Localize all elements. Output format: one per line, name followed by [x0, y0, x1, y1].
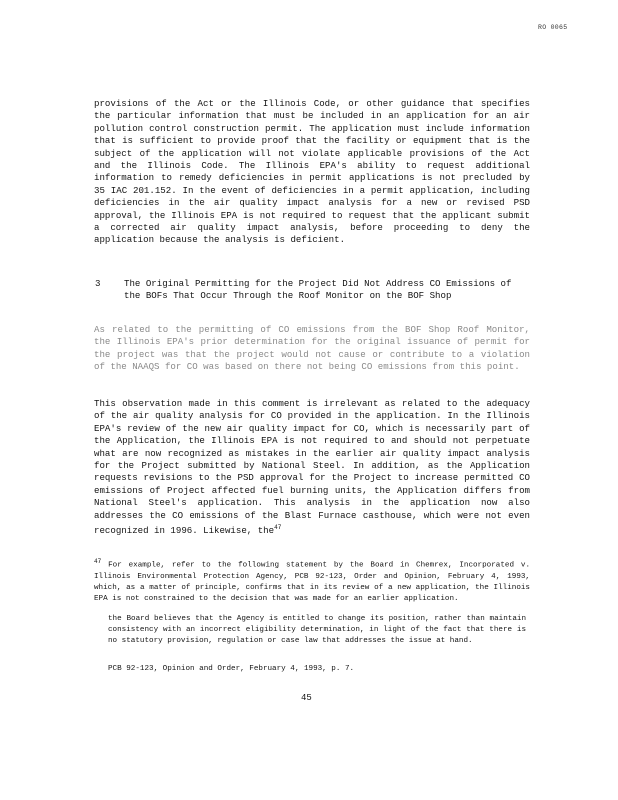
- paragraph-prior-determination: As related to the permitting of CO emissions from the BOF Shop Roof Monitor, the Illinois EPA's prior determination for the original issuance of permit for the project was that the project would not cause or contribute to a violation of the NAAQS for CO was based on there not being CO emissions from this point.: [94, 324, 530, 373]
- paragraph-permit-application-requirements: provisions of the Act or the Illinois Code, or other guidance that specifies the particular information that must be included in an application for an air pollution control construction permit. The application must include information that is sufficient to provide proof that the facility or equipment that is the subject of the application will not violate applicable provisions of the Act and the Illinois Code. The Illinois EPA's ability to request additional information to remedy deficiencies in permit applications is not precluded by 35 IAC 201.152. In the event of deficiencies in a permit application, including deficiencies in the air quality impact analysis for a new or revised PSD approval, the Illinois EPA is not required to request that the applicant submit a corrected air quality impact analysis, before proceeding to deny the application because the analysis is deficient.: [94, 98, 530, 246]
- footnote-citation: PCB 92-123, Opinion and Order, February 4, 1993, p. 7.: [108, 665, 355, 673]
- page-number: 45: [301, 693, 312, 703]
- section-heading: The Original Permitting for the Project Did Not Address CO Emissions of the BOFs That Occur Through the Roof Monitor on the BOF Shop: [124, 278, 512, 302]
- footnote-reference: 47: [274, 524, 282, 532]
- footnote-text: For example, refer to the following statement by the Board in Chemrex, Incorporated v. Illinois Environmental Protection Agency, PCB 92-123, Order and Opinion, February 4, 1993, which, as a matter of principle, confirms that in its review of a new application, the Illinois EPA is not constrained to the decision that was made for an earlier application.: [94, 561, 530, 604]
- section-number: 3: [95, 278, 101, 289]
- paragraph-3-text: This observation made in this comment is irrelevant as related to the adequacy of the air quality analysis for CO provided in the application. In the Illinois EPA's review of the new air quality impact for CO, which is necessarily part of the Application, the Illinois EPA is not required to and should not perpetuate what are now recognized as mistakes in the earlier air quality impact analysis for the Project submitted by National Steel. In addition, as the Application requests revisions to the PSD approval for the Project to increase permitted CO emissions of Project affected fuel burning units, the Application differs from National Steel's application. This analysis in the application now also addresses the CO emissions of the Blast Furnace casthouse, which were not even recognized in 1996. Likewise, the: [94, 398, 530, 537]
- footnote-quote: the Board believes that the Agency is entitled to change its position, rather than maintain consistency with an incorrect eligibility determination, in light of the fact that there is no statutory provision, regulation or case law that addresses the issue at hand.: [108, 615, 526, 646]
- header-document-code: RO 0065: [538, 24, 568, 31]
- paragraph-observation-irrelevant: [94, 398, 530, 537]
- footnote: [94, 556, 530, 605]
- footnote-mark: 47: [94, 558, 102, 565]
